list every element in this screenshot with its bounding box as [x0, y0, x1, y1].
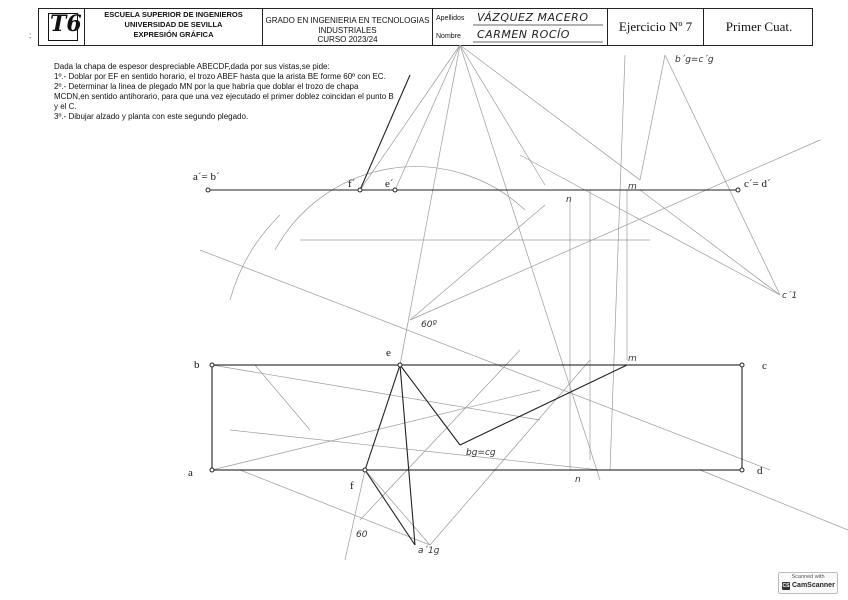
- fold-segment-f-a1: [365, 470, 415, 545]
- statement-intro: Dada la chapa de espesor despreciable ABECDF,dada por sus vistas,se pide:: [54, 62, 330, 71]
- school-line-3: EXPRESIÓN GRÁFICA: [133, 30, 214, 39]
- label-c-d-prime: c´= d´: [744, 178, 771, 190]
- label-a: a: [188, 467, 193, 479]
- a1-g-label: a´1g: [418, 546, 440, 556]
- label-e: e: [386, 347, 391, 359]
- scanner-name: CamScanner: [792, 582, 835, 589]
- exercise-number: Ejercicio Nº 7: [618, 19, 693, 34]
- label-f: f: [350, 480, 354, 492]
- angle-60-label: 60º: [421, 320, 437, 330]
- school-line-2: UNIVERSIDAD DE SEVILLA: [124, 20, 223, 29]
- bg-cg-label: bg=cg: [466, 448, 496, 458]
- label-d: d: [757, 465, 763, 477]
- degree-line-1: GRADO EN INGENIERIA EN TECNOLOGIAS: [265, 16, 430, 25]
- statement-step-3: 3º.- Dibujar alzado y planta con este segundo plegado.: [54, 112, 249, 121]
- surname-label: Apellidos: [436, 15, 465, 22]
- label-n: n: [575, 475, 581, 485]
- label-a-b-prime: a´= b´: [193, 171, 220, 183]
- name-label: Nombre: [436, 33, 461, 40]
- cs-logo-icon: CS: [782, 583, 790, 589]
- small-60-label: 60: [356, 530, 368, 540]
- points: [206, 188, 744, 472]
- bg-cg-prime-label: b´g=c´g: [675, 55, 714, 65]
- label-c: c: [762, 360, 767, 372]
- name-value: CARMEN ROCÍO: [477, 28, 570, 41]
- degree-line-3: CURSO 2023/24: [317, 35, 378, 44]
- label-b: b: [194, 359, 200, 371]
- label-f-prime: f´: [348, 178, 356, 190]
- label-m: m: [628, 354, 637, 364]
- statement-step-2: 2º.- Determinar la linea de plegado MN por la que habría que doblar el trozo de chapa MCDN,en sentido antihorario, para que una vez ejecutado el primer doblez coincidan el punto B y el C.: [54, 82, 394, 111]
- label-n-prime: n: [566, 195, 572, 205]
- fold-line-ef: [365, 365, 400, 470]
- main-lines: [208, 75, 742, 545]
- margin-mark: :: [29, 31, 32, 40]
- school-line-1: ESCUELA SUPERIOR DE INGENIEROS: [104, 10, 243, 19]
- surname-value: VÁZQUEZ MACERO: [477, 11, 589, 24]
- construction-lines: [200, 45, 848, 560]
- scanner-watermark: [778, 572, 838, 594]
- term-label: Primer Cuat.: [725, 19, 793, 34]
- label-m-prime: m: [628, 182, 637, 192]
- degree-line-2: INDUSTRIALES: [318, 25, 377, 35]
- c1-prime-label: c´1: [782, 291, 798, 301]
- scanner-caption: Scanned with: [791, 574, 825, 580]
- school-logo-icon: T6: [48, 13, 78, 41]
- label-e-prime: e´: [385, 178, 394, 190]
- fold-segment-e-a1: [400, 365, 415, 545]
- statement-step-1: 1º.- Doblar por EF en sentido horario, el trozo ABEF hasta que la arista BE forme 60º con EC.: [54, 72, 386, 81]
